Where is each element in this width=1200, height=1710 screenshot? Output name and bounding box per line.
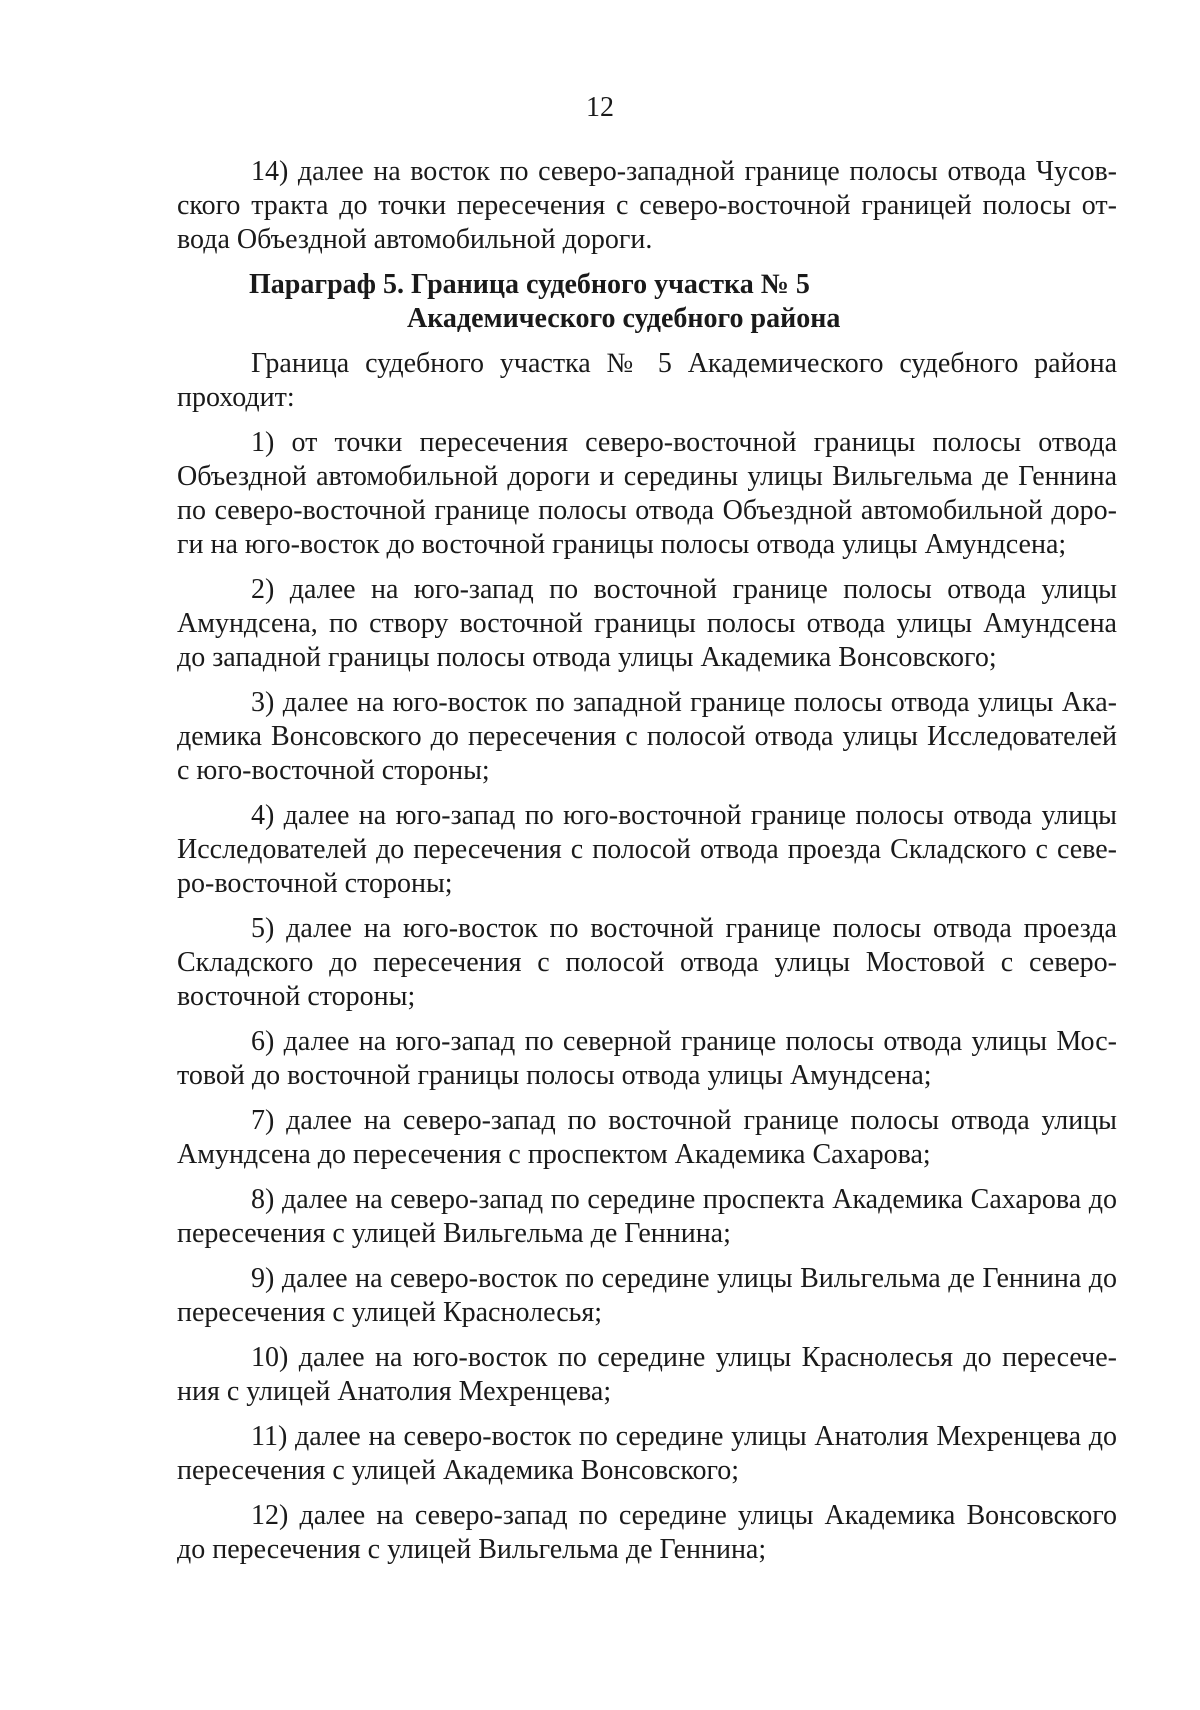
list-item: 4) далее на юго-запад по юго-восточной границе полосы отвода улицы Исследователей до пересечения с полосой отвода проезда Складского с северо-восточной стороны; — [177, 800, 1117, 899]
list-item: 9) далее на северо-восток по середине улицы Вильгельма де Геннина до пересечения с улицей Краснолесья; — [177, 1263, 1117, 1328]
list-item: 7) далее на северо-запад по восточной границе полосы отвода улицы Амундсена до пересечения с проспектом Академика Сахарова; — [177, 1105, 1117, 1170]
list-item: 5) далее на юго-восток по восточной границе полосы отвода проезда Складского до пересечения с полосой отвода улицы Мостовой с северо-восточной стороны; — [177, 913, 1117, 1012]
list-item: 3) далее на юго-восток по западной границе полосы отвода улицы Академика Вонсовского до пересечения с полосой отвода улицы Исследователей с юго-восточной стороны; — [177, 687, 1117, 786]
list-item: 6) далее на юго-запад по северной границе полосы отвода улицы Мостовой до восточной границы полосы отвода улицы Амундсена; — [177, 1026, 1117, 1091]
document-body — [177, 155, 1117, 1578]
list-item: 11) далее на северо-восток по середине улицы Анатолия Мехренцева до пересечения с улицей Академика Вонсовского; — [177, 1421, 1117, 1486]
section-heading — [177, 268, 1117, 336]
list-item: 1) от точки пересечения северо-восточной границы полосы отвода Объездной автомобильной дороги и середины улицы Вильгельма де Геннина по северо-восточной границе полосы отвода Объездной автомобильной дороги на юго-восток до восточной границы полосы отвода улицы Амундсена; — [177, 427, 1117, 560]
list-item: 10) далее на юго-восток по середине улицы Краснолесья до пересечения с улицей Анатолия Мехренцева; — [177, 1342, 1117, 1407]
list-item: 8) далее на северо-запад по середине проспекта Академика Сахарова до пересечения с улицей Вильгельма де Геннина; — [177, 1184, 1117, 1249]
list-item: 12) далее на северо-запад по середине улицы Академика Вонсовского до пересечения с улицей Вильгельма де Геннина; — [177, 1500, 1117, 1565]
intro-paragraph: Граница судебного участка № 5 Академического судебного района проходит: — [177, 348, 1117, 413]
page-number: 12 — [586, 92, 614, 123]
paragraph-item-14: 14) далее на восток по северо-западной границе полосы отвода Чусовского тракта до точки пересечения с северо-восточной границей полосы отвода Объездной автомобильной дороги. — [177, 156, 1117, 255]
section-heading-line2: Академического судебного района — [407, 303, 841, 334]
list-item: 2) далее на юго-запад по восточной границе полосы отвода улицы Амундсена, по створу восточной границы полосы отвода улицы Амундсена до западной границы полосы отвода улицы Академика Вонсовского; — [177, 574, 1117, 673]
section-heading-line1: Параграф 5. Граница судебного участка № 5 — [249, 269, 810, 300]
